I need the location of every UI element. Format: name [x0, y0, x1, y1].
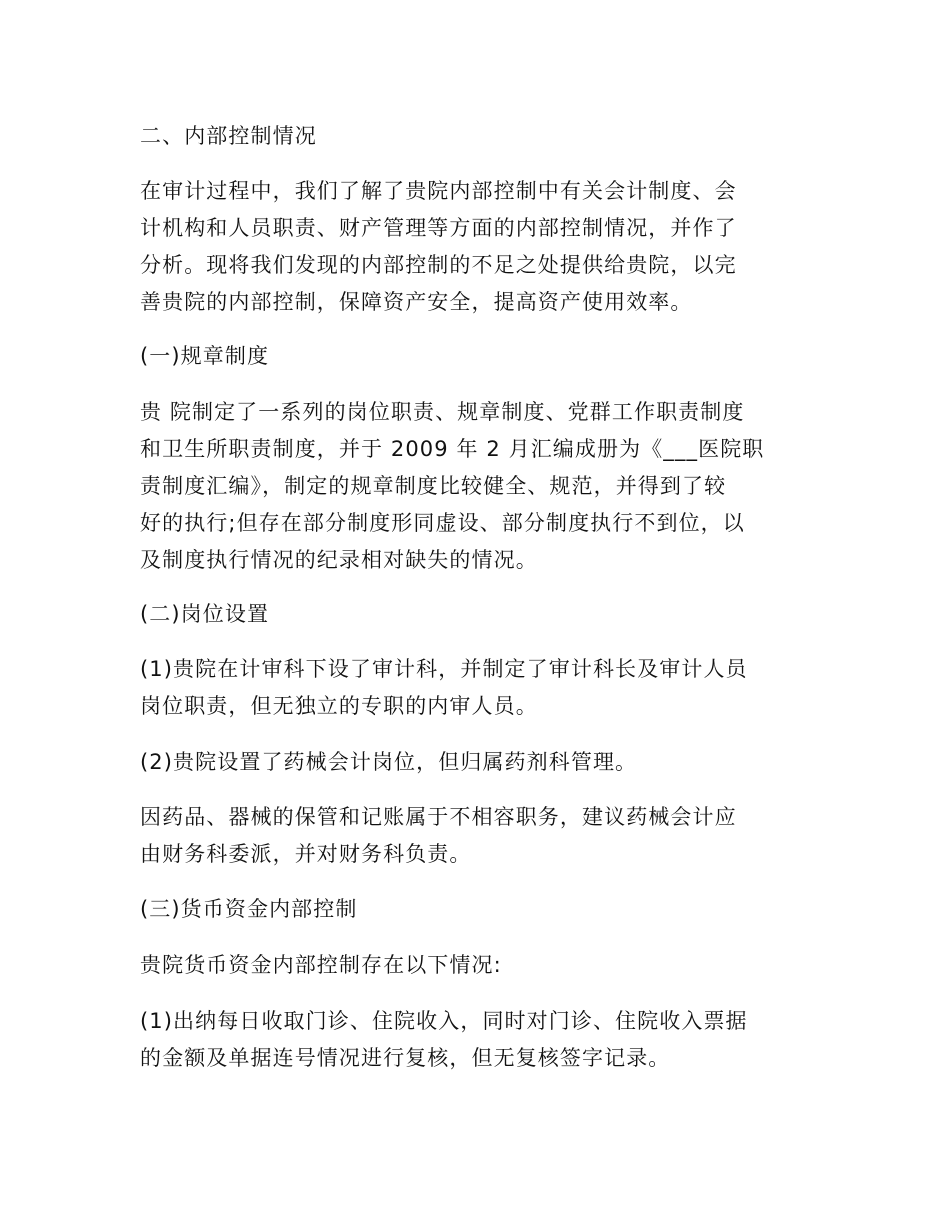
section-2-item-1 — [140, 651, 820, 725]
section-title: (二)岗位设置 — [140, 602, 270, 626]
section-2-item-2 — [140, 744, 820, 781]
text-line: 贵院货币资金内部控制存在以下情况: — [140, 953, 502, 977]
section-1-paragraph — [140, 394, 820, 579]
text-line: 的金额及单据连号情况进行复核，但无复核签字记录。 — [140, 1046, 671, 1070]
text-line: 好的执行;但存在部分制度形同虚设、部分制度执行不到位，以 — [140, 511, 745, 535]
text-line: (1)贵院在计审科下设了审计科，并制定了审计科长及审计人员 — [140, 657, 748, 681]
section-2-note — [140, 799, 820, 873]
section-title: (三)货币资金内部控制 — [140, 897, 358, 921]
section-3-item-1 — [140, 1003, 820, 1077]
text-line: 及制度执行情况的纪录相对缺失的情况。 — [140, 548, 538, 572]
text-line: 岗位职责，但无独立的专职的内审人员。 — [140, 694, 538, 718]
section-title: (一)规章制度 — [140, 344, 270, 368]
text-line: 善贵院的内部控制，保障资产安全，提高资产使用效率。 — [140, 290, 693, 314]
text-line: (1)出纳每日收取门诊、住院收入，同时对门诊、住院收入票据 — [140, 1009, 748, 1033]
intro-paragraph — [140, 173, 820, 321]
text-line: 计机构和人员职责、财产管理等方面的内部控制情况，并作了 — [140, 216, 737, 240]
text-line: 分析。现将我们发现的内部控制的不足之处提供给贵院，以完 — [140, 253, 737, 277]
text-line: 贵 院制定了一系列的岗位职责、规章制度、党群工作职责制度 — [140, 400, 745, 424]
section-3-title — [140, 891, 820, 928]
heading-internal-control — [140, 118, 820, 155]
text-line: 和卫生所职责制度，并于 2009 年 2 月汇编成册为《___医院职 — [140, 437, 765, 461]
section-2-title — [140, 596, 820, 633]
text-line: 因药品、器械的保管和记账属于不相容职务，建议药械会计应 — [140, 805, 737, 829]
text-line: 由财务科委派，并对财务科负责。 — [140, 842, 472, 866]
text-line: (2)贵院设置了药械会计岗位，但归属药剂科管理。 — [140, 750, 638, 774]
section-1-title — [140, 338, 820, 375]
heading-line: 二、内部控制情况 — [140, 124, 317, 148]
section-3-intro — [140, 947, 820, 984]
text-line: 责制度汇编》，制定的规章制度比较健全、规范，并得到了较 — [140, 474, 727, 498]
text-line: 在审计过程中，我们了解了贵院内部控制中有关会计制度、会 — [140, 179, 737, 203]
